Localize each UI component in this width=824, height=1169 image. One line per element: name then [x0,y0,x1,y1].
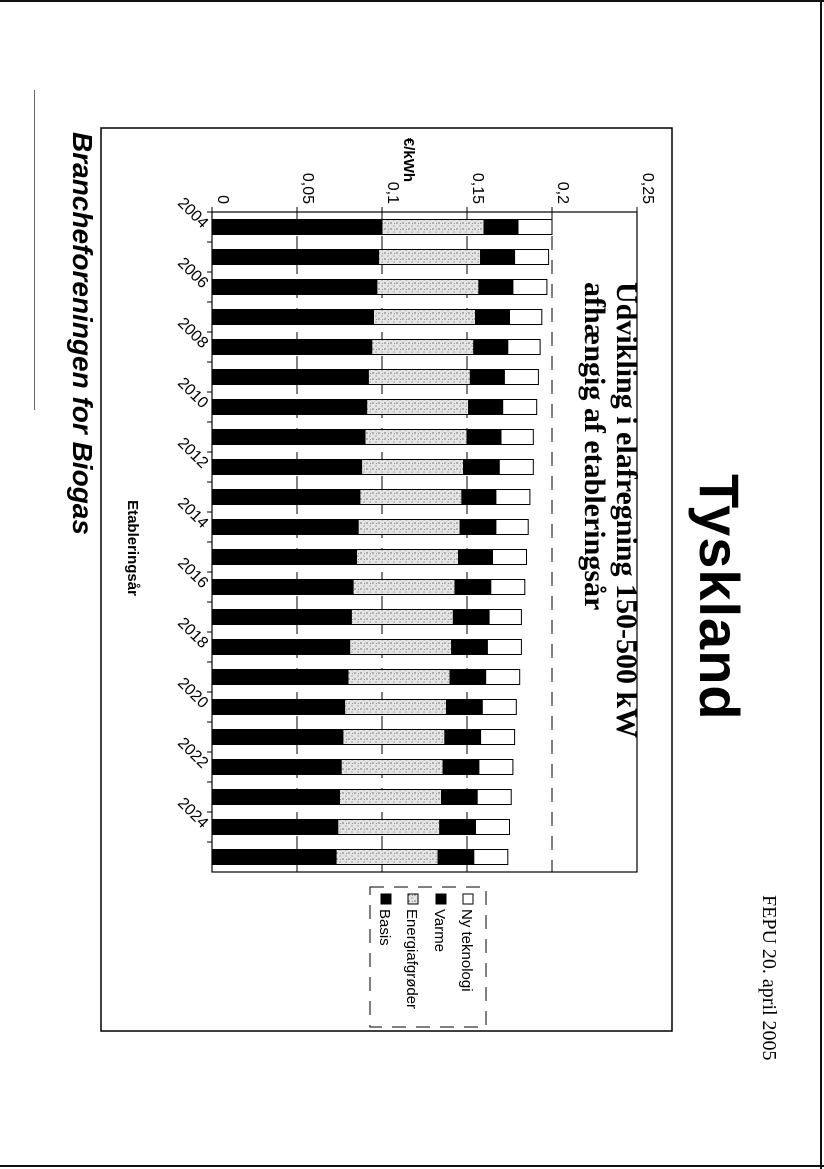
bar-segment-basis [212,670,348,685]
bar-segment-basis [212,760,341,775]
bar-segment-varme [452,640,488,655]
bar-segment-varme [455,580,491,595]
bars [212,220,552,865]
bar-segment-ny_teknologi [508,340,540,355]
legend-swatch-energiafgroder [408,894,418,904]
bar-segment-ny_teknologi [477,790,511,805]
bar-segment-energiafgroder [374,310,476,325]
bar-segment-varme [443,760,479,775]
bar-segment-varme [462,490,496,505]
bar-segment-basis [212,850,336,865]
legend-label-energiafgroder: Energiafgrøder [403,909,420,1010]
bar-segment-basis [212,460,362,475]
bar-segment-basis [212,700,345,715]
bar-segment-varme [450,670,486,685]
bar-segment-energiafgroder [377,280,479,295]
bar-segment-energiafgroder [357,550,459,565]
bar-segment-basis [212,820,338,835]
bar-segment-energiafgroder [351,610,453,625]
value-tick-label: 0,1 [384,181,401,204]
bar-segment-energiafgroder [353,580,455,595]
bar-segment-ny_teknologi [515,250,549,265]
bar-segment-varme [453,610,489,625]
bar-segment-energiafgroder [350,640,452,655]
slide-title: Tyskland [688,474,751,721]
year-tick-label: 2008 [174,314,212,352]
bar-segment-varme [460,520,496,535]
legend-label-basis: Basis [376,909,393,946]
bar-segment-varme [467,430,501,445]
bar-segment-ny_teknologi [499,460,533,475]
bar-segment-varme [479,280,513,295]
bar-segment-energiafgroder [367,400,469,415]
bar-segment-basis [212,580,353,595]
bar-segment-ny_teknologi [510,310,542,325]
bar-segment-ny_teknologi [496,490,530,505]
bar-segment-energiafgroder [379,250,481,265]
bar-segment-varme [447,700,483,715]
bar-segment-ny_teknologi [481,730,515,745]
value-tick-label: 0,05 [299,172,316,204]
value-ticks [212,173,656,212]
bar-segment-varme [464,460,500,475]
bar-segment-varme [476,310,510,325]
bar-segment-varme [484,220,518,235]
bar-segment-energiafgroder [368,370,470,385]
bar-segment-basis [212,430,365,445]
bar-segment-energiafgroder [348,670,450,685]
bar-segment-energiafgroder [345,700,447,715]
bar-segment-basis [212,340,372,355]
bar-segment-ny_teknologi [482,700,516,715]
legend [370,887,486,1027]
value-tick-label: 0,2 [554,181,571,204]
bar-segment-ny_teknologi [501,430,533,445]
legend-swatch-varme [436,894,446,904]
bar-segment-energiafgroder [338,820,440,835]
year-tick-label: 2020 [174,674,212,712]
value-tick-label: 0,15 [469,172,486,204]
bar-segment-ny_teknologi [513,280,547,295]
bar-segment-varme [470,370,504,385]
bar-segment-energiafgroder [358,520,460,535]
bar-segment-varme [459,550,493,565]
year-ticks [174,195,212,842]
bar-segment-energiafgroder [362,460,464,475]
bar-segment-basis [212,640,350,655]
bar-segment-energiafgroder [365,430,467,445]
year-tick-label: 2014 [174,494,212,532]
bar-segment-varme [469,400,503,415]
chart-title-line-1: Udvikling i elafregning 150-500 kW [610,282,643,739]
bar-segment-varme [445,730,481,745]
bar-segment-ny_teknologi [476,820,510,835]
legend-label-ny_teknologi: Ny teknologi [458,909,475,992]
bar-segment-basis [212,400,367,415]
year-tick-label: 2022 [174,734,212,772]
bar-segment-basis [212,520,358,535]
bar-segment-basis [212,310,374,325]
legend-swatch-ny_teknologi [463,894,473,904]
year-tick-label: 2004 [174,194,212,232]
bar-segment-ny_teknologi [504,370,538,385]
legend-swatch-basis [381,894,391,904]
bar-segment-ny_teknologi [486,670,520,685]
bar-segment-basis [212,490,360,505]
year-tick-label: 2006 [174,254,212,292]
bar-segment-varme [438,850,474,865]
legend-label-varme: Varme [431,909,448,953]
bar-segment-basis [212,280,377,295]
bar-segment-energiafgroder [343,730,445,745]
year-axis-title: Etableringsår [124,500,141,596]
bar-segment-ny_teknologi [474,850,508,865]
bar-segment-ny_teknologi [479,760,513,775]
bar-segment-ny_teknologi [489,610,521,625]
bar-segment-ny_teknologi [487,640,521,655]
bar-segment-basis [212,250,379,265]
bar-segment-varme [474,340,508,355]
bar-segment-energiafgroder [336,850,438,865]
bar-segment-varme [440,820,476,835]
bar-segment-basis [212,730,343,745]
bar-segment-energiafgroder [360,490,462,505]
year-tick-label: 2010 [174,374,212,412]
bar-segment-basis [212,220,382,235]
year-tick-label: 2018 [174,614,212,652]
slide-footer: Brancheforeningen for Biogas [67,132,98,535]
bar-segment-ny_teknologi [503,400,537,415]
year-tick-label: 2012 [174,434,212,472]
bar-segment-basis [212,790,340,805]
value-tick-label: 0,25 [639,172,656,204]
bar-segment-basis [212,610,351,625]
chart-title-line-2: afhængig af etableringsår [578,282,611,611]
bar-segment-varme [481,250,515,265]
value-axis-title: €/kWh [400,137,417,183]
slide-date: FEPU 20. april 2005 [758,895,780,1061]
bar-segment-ny_teknologi [493,550,527,565]
bar-segment-ny_teknologi [491,580,525,595]
chart-title [578,282,643,738]
bar-segment-basis [212,370,368,385]
bar-segment-varme [442,790,478,805]
value-tick-label: 0 [214,195,231,204]
bar-segment-energiafgroder [382,220,484,235]
bar-segment-energiafgroder [341,760,443,775]
bar-segment-ny_teknologi [518,220,552,235]
bar-segment-ny_teknologi [496,520,528,535]
year-tick-label: 2024 [174,794,212,832]
bar-segment-basis [212,550,357,565]
bar-segment-energiafgroder [340,790,442,805]
bar-segment-energiafgroder [372,340,474,355]
year-tick-label: 2016 [174,554,212,592]
